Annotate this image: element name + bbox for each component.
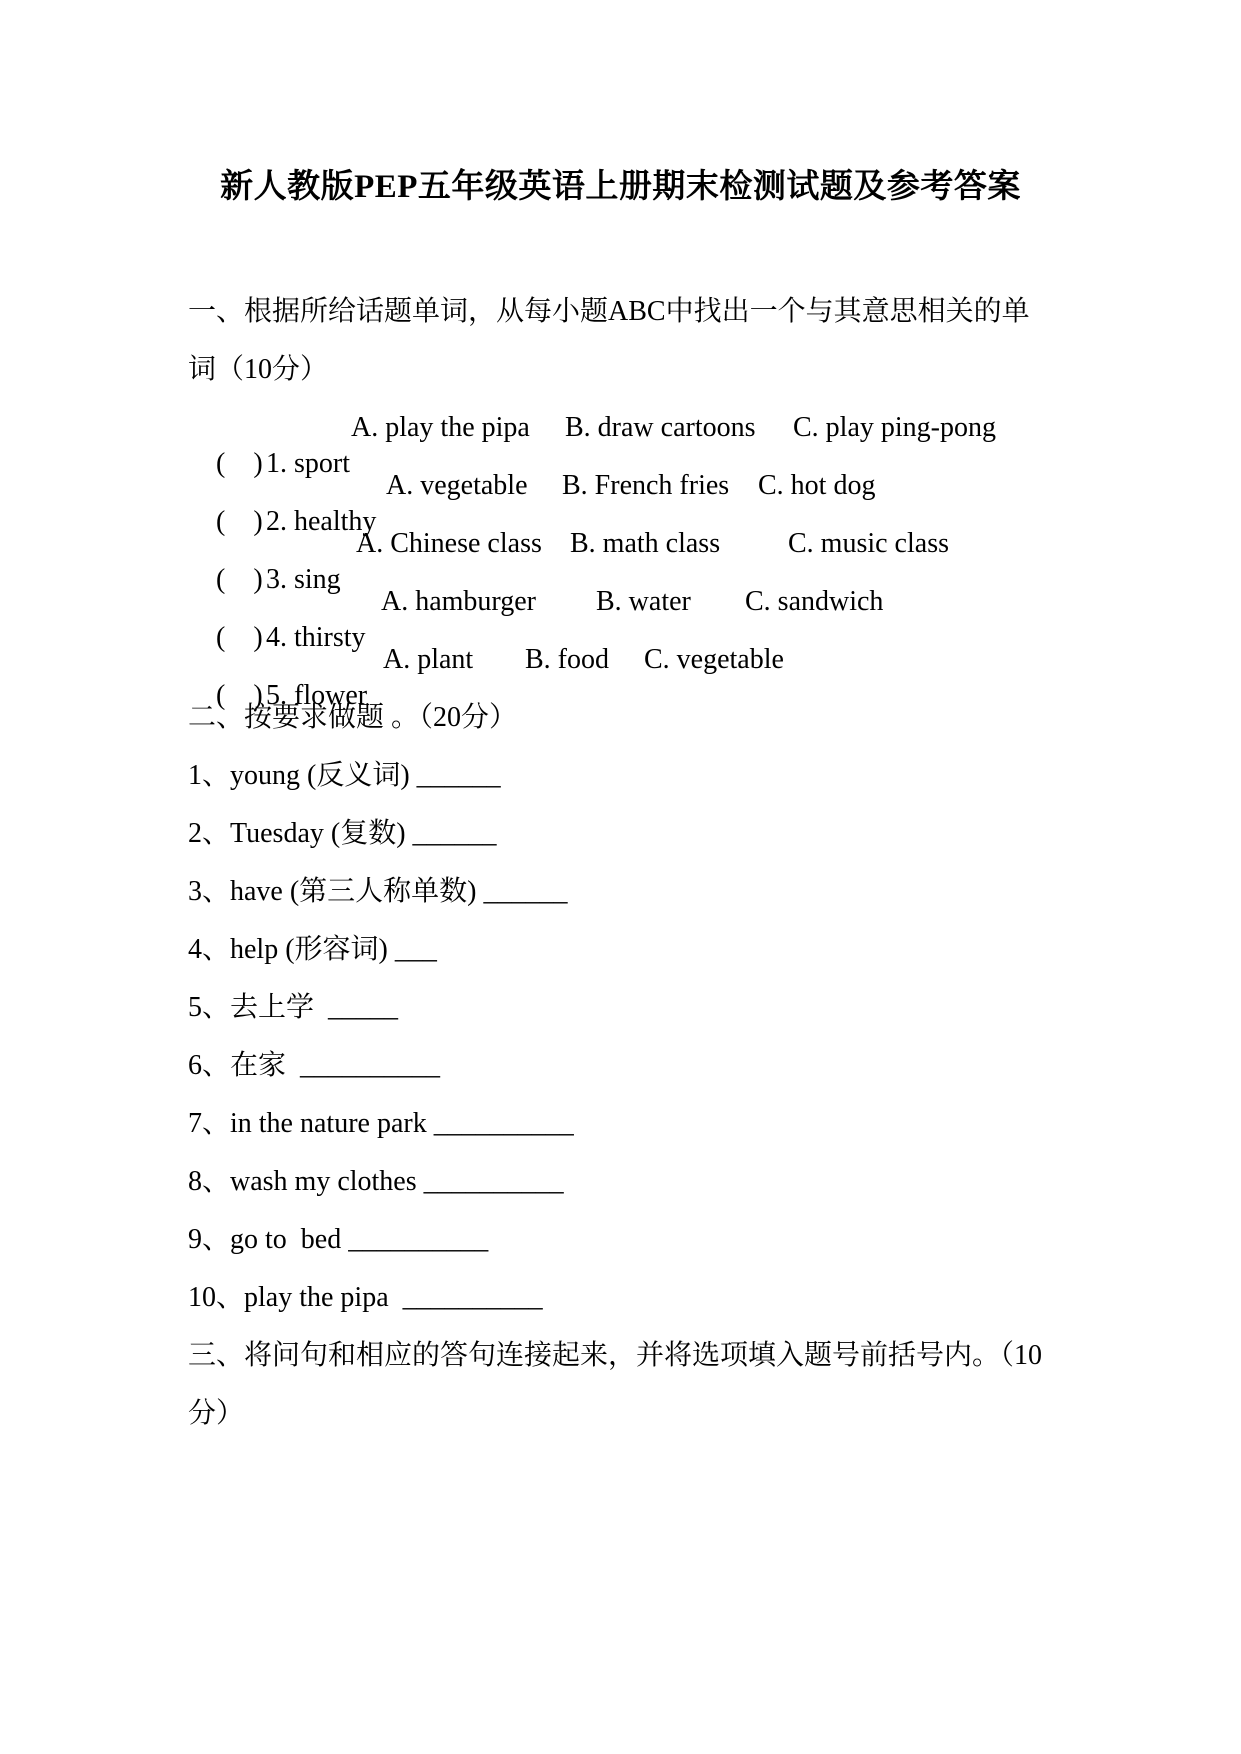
option-a: A. vegetable [386, 470, 528, 501]
option-c: C. music class [788, 528, 949, 559]
option-b: B. water [596, 586, 691, 617]
question-word: 4. thirsty [266, 622, 366, 653]
option-c: C. sandwich [745, 586, 884, 617]
fill-item-5[interactable]: 5、去上学 _____ [188, 992, 399, 1023]
answer-blank[interactable]: ( ) [216, 622, 263, 653]
fill-item-4[interactable]: 4、help (形容词) ___ [188, 934, 437, 965]
fill-item-7[interactable]: 7、in the nature park __________ [188, 1108, 574, 1139]
option-a: A. Chinese class [356, 528, 542, 559]
answer-blank[interactable]: ( ) [216, 564, 263, 595]
section1-heading-line2: 词（10分） [188, 354, 329, 385]
option-a: A. plant [383, 644, 474, 675]
option-c: C. vegetable [644, 644, 784, 675]
option-c: C. hot dog [758, 470, 876, 501]
option-b: B. French fries [562, 470, 730, 501]
fill-item-2[interactable]: 2、Tuesday (复数) ______ [188, 818, 497, 849]
option-b: B. draw cartoons [565, 412, 756, 443]
question-word: 2. healthy [266, 506, 377, 537]
answer-blank[interactable]: ( ) [216, 448, 263, 479]
option-c: C. play ping-pong [793, 412, 996, 443]
option-b: B. math class [570, 528, 721, 559]
question-word: 5. flower [266, 680, 368, 711]
fill-item-3[interactable]: 3、have (第三人称单数) ______ [188, 876, 568, 907]
question-word: 1. sport [266, 448, 350, 479]
section3-heading-line1: 三、将问句和相应的答句连接起来，并将选项填入题号前括号内。（10 [188, 1340, 1043, 1371]
option-a: A. hamburger [381, 586, 536, 617]
answer-blank[interactable]: ( ) [216, 506, 263, 537]
fill-item-10[interactable]: 10、play the pipa __________ [188, 1282, 543, 1313]
fill-item-1[interactable]: 1、young (反义词) ______ [188, 760, 501, 791]
question-word: 3. sing [266, 564, 341, 595]
fill-item-9[interactable]: 9、go to bed __________ [188, 1224, 489, 1255]
fill-item-8[interactable]: 8、wash my clothes __________ [188, 1166, 564, 1197]
section1-heading-line1: 一、根据所给话题单词，从每小题ABC中找出一个与其意思相关的单 [188, 296, 1030, 327]
option-a: A. play the pipa [351, 412, 530, 443]
option-b: B. food [525, 644, 609, 675]
page-title: 新人教版PEP五年级英语上册期末检测试题及参考答案 [220, 169, 1021, 205]
section2-heading: 二、按要求做题 。（20分） [188, 702, 518, 733]
fill-item-6[interactable]: 6、在家 __________ [188, 1050, 441, 1081]
answer-blank[interactable]: ( ) [216, 680, 263, 711]
section3-heading-line2: 分） [188, 1398, 245, 1429]
